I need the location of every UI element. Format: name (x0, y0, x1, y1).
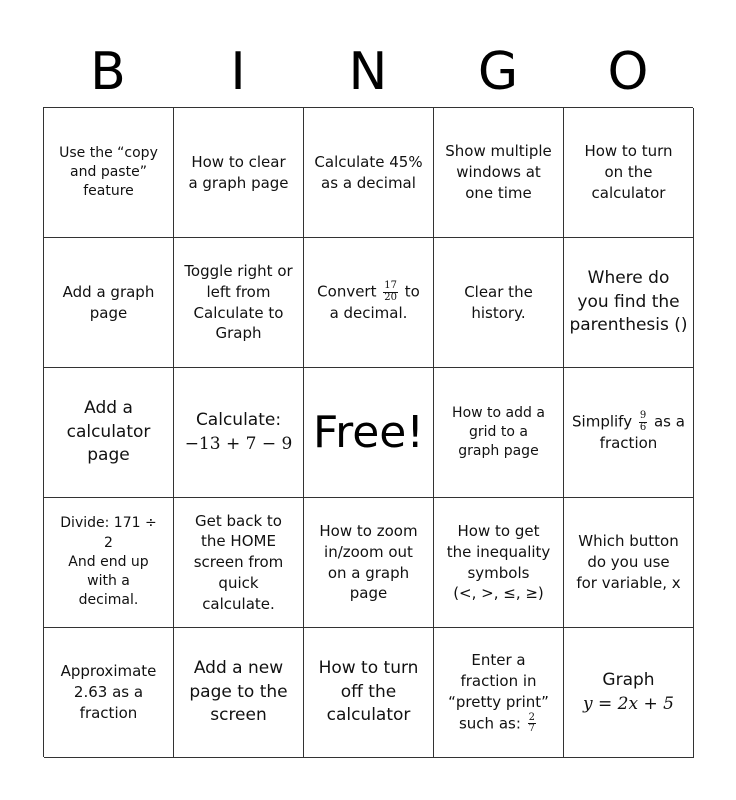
bingo-cell-free[interactable] (304, 368, 434, 498)
simplify-before: Simplify (572, 412, 637, 431)
bingo-cell-r4c4[interactable] (434, 498, 564, 628)
bingo-cell-r1c4[interactable] (434, 108, 564, 238)
cell-text: How to clear a graph page (188, 152, 289, 192)
fraction-numerator: 17 (384, 280, 397, 292)
bingo-cell-r1c2[interactable] (174, 108, 304, 238)
cell-text: Use the “copy and paste” feature (59, 144, 158, 200)
cell-text (185, 409, 293, 456)
cell-text: Toggle right or left from Calculate to Graph (184, 262, 293, 343)
bingo-cell-r4c2[interactable] (174, 498, 304, 628)
calculate-expression: −13 + 7 − 9 (184, 433, 293, 454)
bingo-cell-r5c3[interactable] (304, 628, 434, 758)
cell-text: Calculate 45% as a decimal (314, 152, 423, 192)
cell-text: How to zoom in/zoom out on a graph page (319, 522, 418, 603)
cell-text: How to get the inequality symbols (<, >, ≤, ≥) (446, 522, 551, 603)
bingo-header (43, 40, 693, 104)
convert-after: to a decimal. (329, 282, 420, 323)
fraction-denominator: 20 (384, 291, 397, 303)
cell-text: Which button do you use for variable, x (576, 532, 681, 592)
header-letter-i: I (230, 42, 246, 102)
bingo-cell-r2c1[interactable] (44, 238, 174, 368)
cell-text: Add a calculator page (66, 398, 151, 466)
header-letter-o: O (607, 42, 649, 102)
bingo-cell-r1c3[interactable] (304, 108, 434, 238)
fraction-denominator: 7 (528, 723, 536, 735)
bingo-cell-r1c1[interactable] (44, 108, 174, 238)
fraction-numerator: 9 (639, 410, 647, 422)
bingo-cell-r5c4[interactable] (434, 628, 564, 758)
bingo-cell-r4c1[interactable] (44, 498, 174, 628)
calculate-label: Calculate: (195, 410, 282, 431)
header-letter-b: B (90, 42, 126, 102)
graph-equation: y = 2x + 5 (583, 693, 674, 714)
fraction-17-20 (383, 281, 398, 303)
cell-text (448, 650, 549, 734)
bingo-cell-r5c1[interactable] (44, 628, 174, 758)
bingo-cell-r3c1[interactable] (44, 368, 174, 498)
bingo-cell-r3c2[interactable] (174, 368, 304, 498)
bingo-board (43, 107, 693, 757)
cell-text: How to turn on the calculator (584, 142, 673, 202)
bingo-cell-r2c3[interactable] (304, 238, 434, 368)
graph-label: Graph (602, 670, 655, 691)
bingo-cell-r4c5[interactable] (564, 498, 694, 628)
fraction-numerator: 2 (528, 711, 536, 723)
bingo-cell-r3c4[interactable] (434, 368, 564, 498)
bingo-cell-r3c5[interactable] (564, 368, 694, 498)
cell-text (583, 669, 674, 716)
simplify-after: as a fraction (599, 412, 685, 453)
bingo-cell-r5c2[interactable] (174, 628, 304, 758)
cell-text: How to add a grid to a graph page (452, 404, 545, 460)
cell-text: Divide: 171 ÷ 2 And end up with a decimal. (60, 515, 157, 609)
fraction-2-7 (528, 713, 536, 735)
cell-text: Where do you find the parenthesis () (569, 268, 688, 336)
convert-before: Convert (317, 282, 382, 301)
pretty-before: Enter a fraction in “pretty print” such as: (448, 651, 549, 733)
cell-text: Add a graph page (62, 282, 155, 322)
header-letter-n: N (348, 42, 388, 102)
header-letter-g: G (477, 42, 519, 102)
cell-text: How to turn off the calculator (318, 658, 419, 726)
fraction-9-6 (639, 411, 647, 433)
free-space-text: Free! (312, 406, 424, 458)
bingo-cell-r2c4[interactable] (434, 238, 564, 368)
bingo-cell-r2c5[interactable] (564, 238, 694, 368)
cell-text: Show multiple windows at one time (445, 142, 552, 202)
cell-text (317, 281, 420, 324)
cell-text (572, 411, 685, 454)
cell-text: Approximate 2.63 as a fraction (60, 662, 157, 722)
bingo-cell-r1c5[interactable] (564, 108, 694, 238)
bingo-cell-r2c2[interactable] (174, 238, 304, 368)
cell-text: Add a new page to the screen (189, 658, 288, 726)
fraction-denominator: 6 (639, 421, 647, 433)
cell-text: Get back to the HOME screen from quick calculate. (193, 511, 284, 613)
bingo-cell-r4c3[interactable] (304, 498, 434, 628)
bingo-cell-r5c5[interactable] (564, 628, 694, 758)
cell-text: Clear the history. (464, 282, 533, 322)
